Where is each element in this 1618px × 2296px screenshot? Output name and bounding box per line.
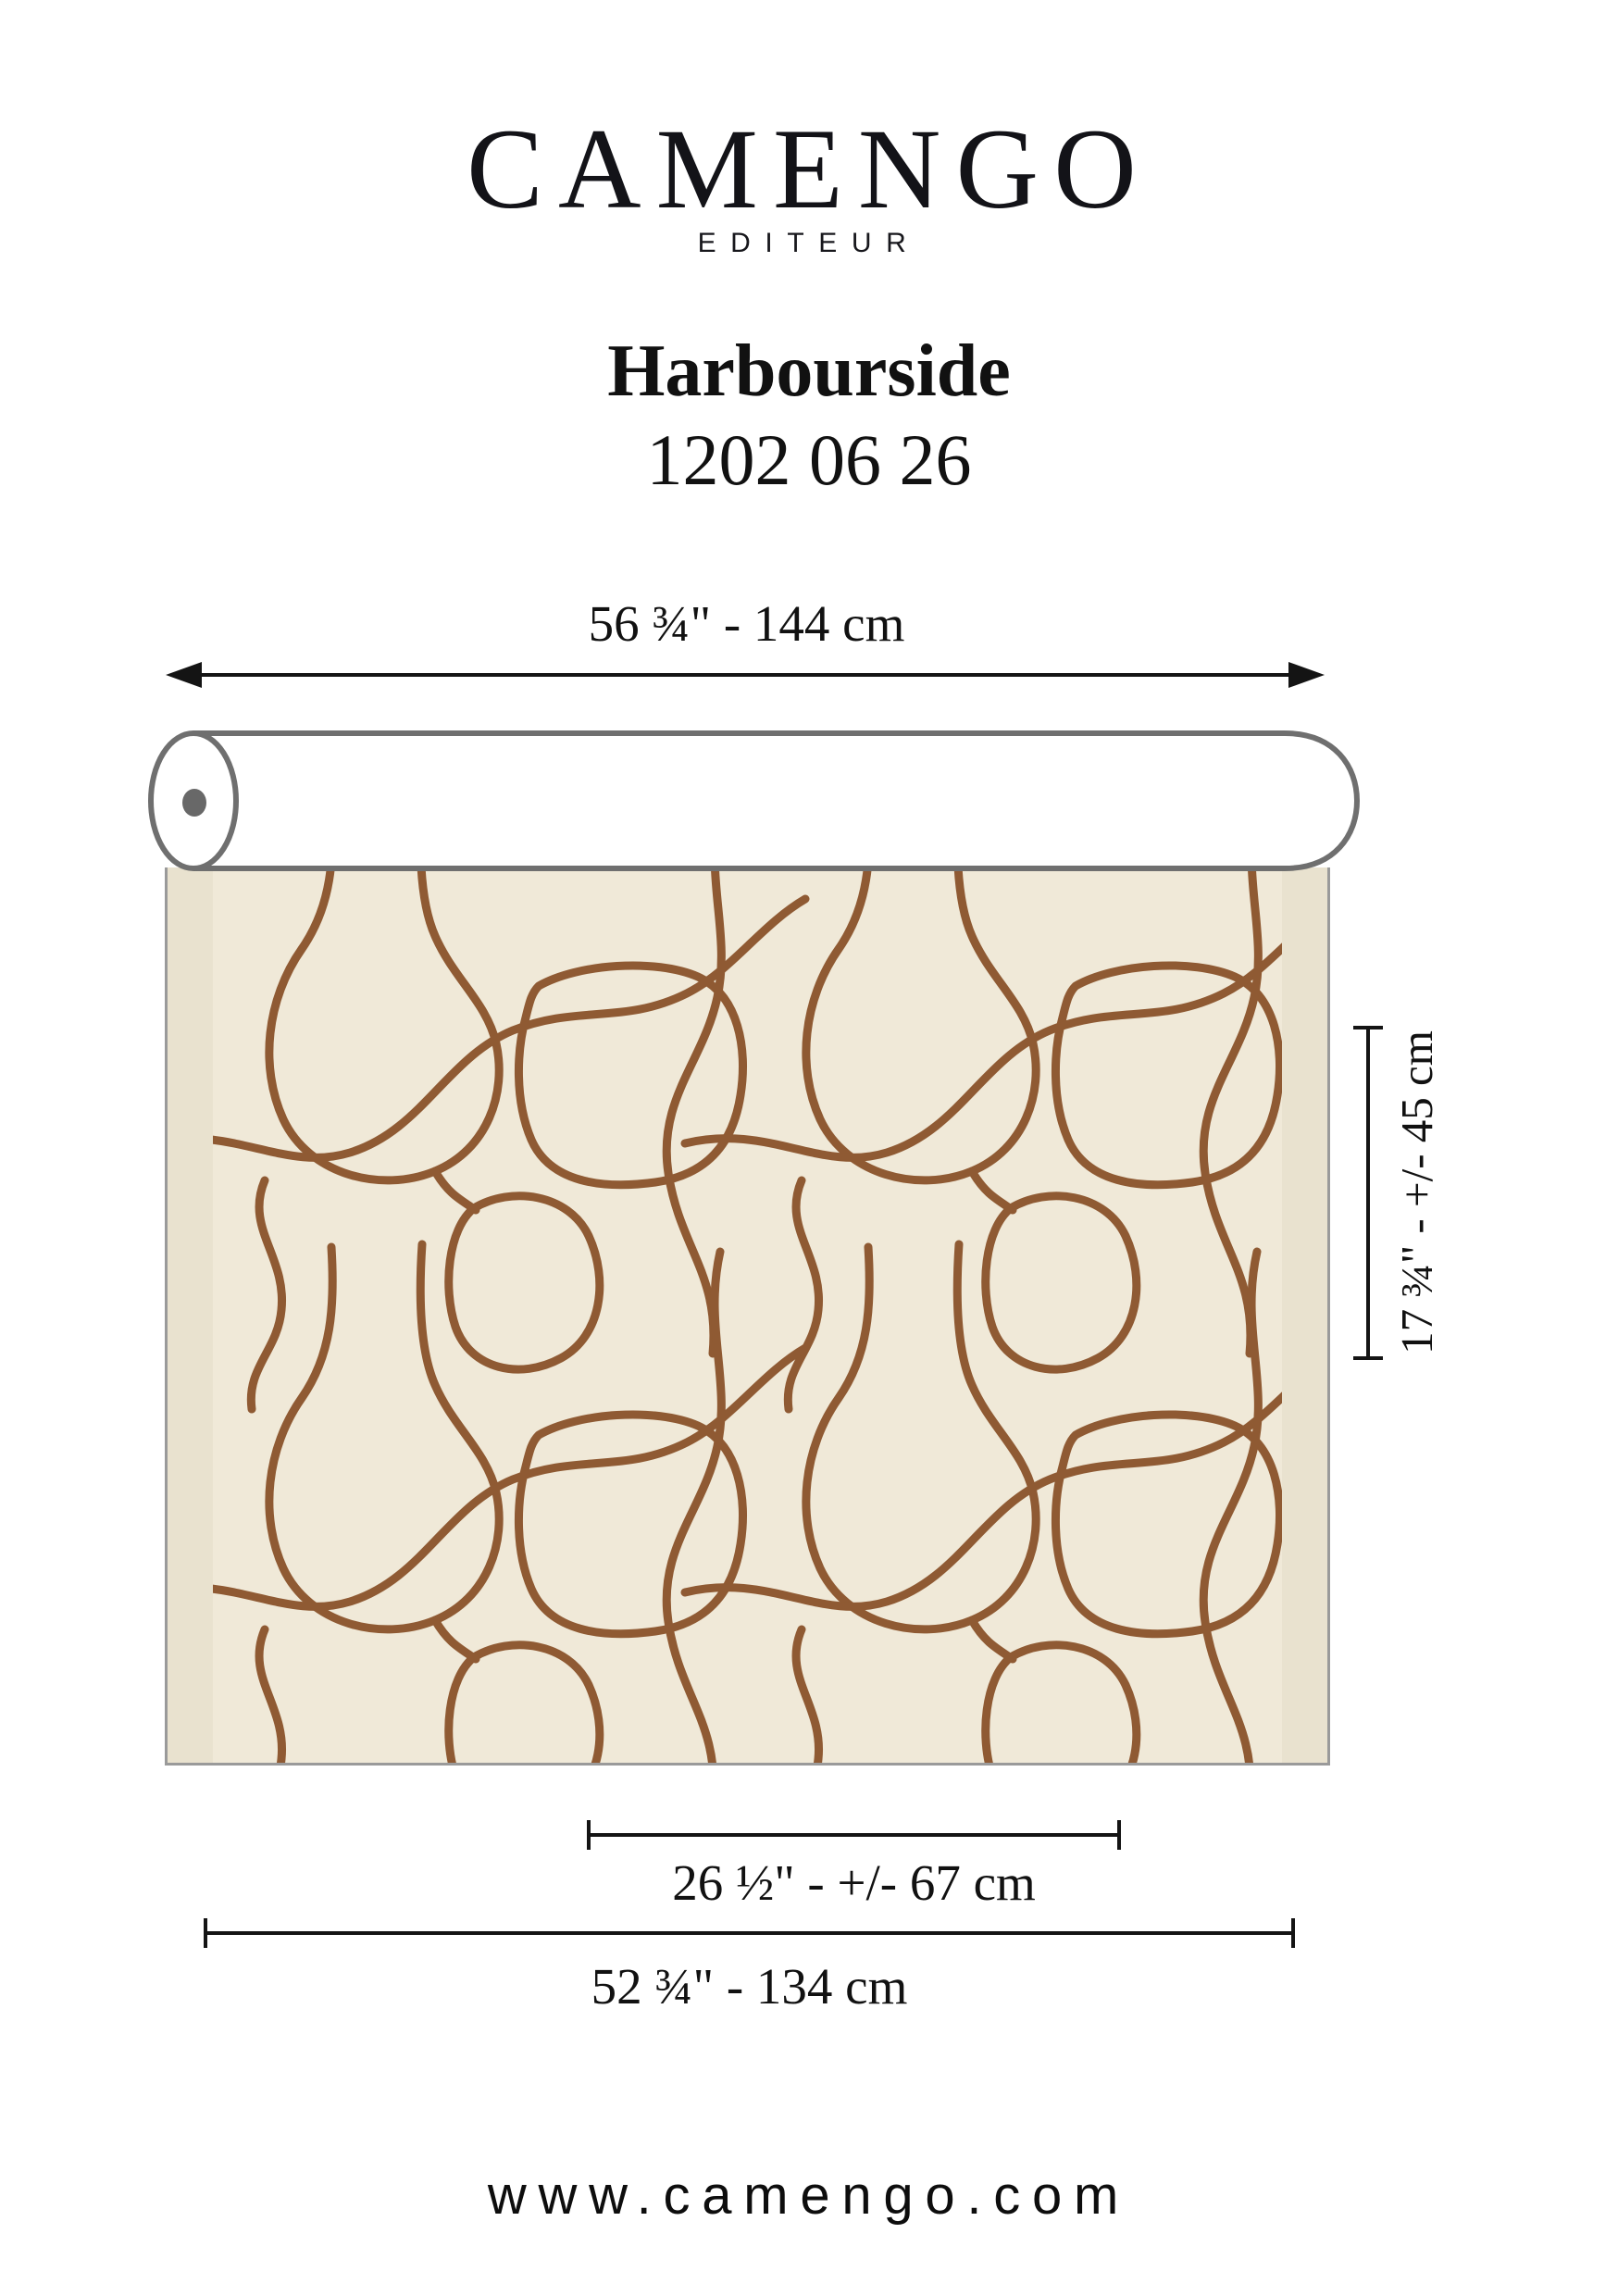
repeat-dimension-label: 17 ¾" - +/- 45 cm: [1391, 1030, 1442, 1354]
arrow-head-right-icon: [1288, 662, 1325, 688]
arrow-head-left-icon: [166, 662, 202, 688]
product-reference: 1202 06 26: [646, 419, 972, 500]
roll-body: [193, 733, 1357, 868]
fabric-selvage-right: [1282, 867, 1330, 1766]
repeat-dimension-line: [1348, 1007, 1390, 1379]
fabric-roll: [139, 722, 1370, 884]
bottom-width-dimension-line: [190, 1913, 1310, 1953]
fabric-selvage-left: [165, 867, 213, 1766]
brand-tagline: EDITEUR: [697, 228, 921, 258]
bottom-width-dimension-label: 52 ¾" - 134 cm: [591, 1958, 908, 2015]
roll-core-dot: [182, 789, 206, 817]
half-width-dimension-label: 26 ½" - +/- 67 cm: [672, 1854, 1036, 1911]
product-name: Harbourside: [607, 331, 1011, 412]
half-width-dimension-line: [574, 1815, 1139, 1855]
brand-logo: CAMENGO: [467, 106, 1151, 232]
top-width-dimension-label: 56 ¾" - 144 cm: [588, 595, 905, 652]
fabric-panel: [165, 867, 1330, 1766]
website-text: www.camengo.com: [487, 2165, 1131, 2226]
top-width-arrow: [148, 653, 1342, 697]
